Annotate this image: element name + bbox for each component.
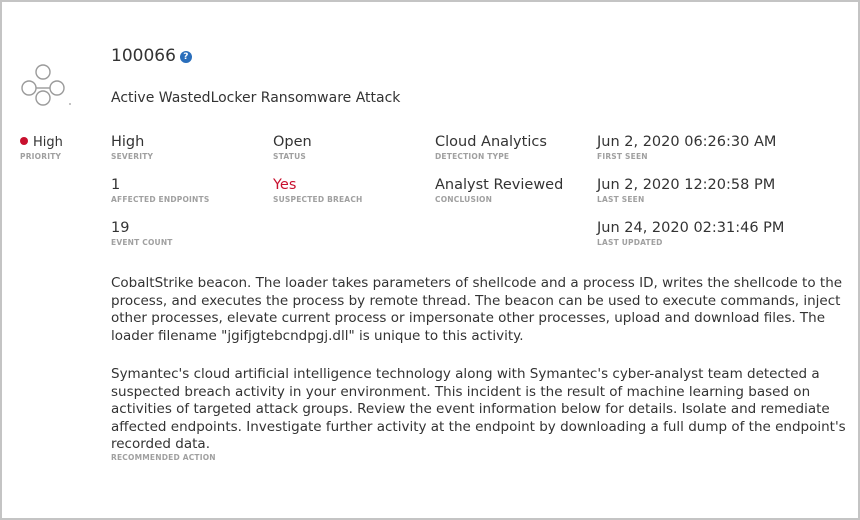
severity-field: [111, 133, 153, 161]
last-seen-field: [597, 176, 775, 204]
status-label: STATUS: [273, 152, 306, 161]
incident-description: CobaltStrike beacon. The loader takes parameters of shellcode and a process ID, writes the shellcode to the process, and executes the process by remote thread. The beacon can be used to execute commands, inject other processes, elevate current process or impersonate other processes, upload and download files. The loader filename "jgifjgtebcndpgj.dll" is unique to this activity.: [111, 275, 843, 344]
status-value: Open: [273, 134, 312, 150]
conclusion-value: Analyst Reviewed: [435, 177, 564, 193]
last-updated-field: [597, 219, 784, 247]
last-updated-label: LAST UPDATED: [597, 238, 663, 247]
help-icon[interactable]: ?: [180, 51, 192, 63]
detection-type-label: DETECTION TYPE: [435, 152, 510, 161]
event-count-value: 19: [111, 220, 130, 236]
event-count-label: EVENT COUNT: [111, 238, 173, 247]
priority-indicator-dot: [20, 137, 28, 145]
first-seen-value: Jun 2, 2020 06:26:30 AM: [597, 134, 777, 150]
suspected-breach-field: [273, 176, 363, 204]
affected-endpoints-value: 1: [111, 177, 121, 193]
incident-title: Active WastedLocker Ransomware Attack: [111, 90, 401, 106]
incident-network-icon: [18, 62, 74, 108]
affected-endpoints-label: AFFECTED ENDPOINTS: [111, 195, 210, 204]
severity-value: High: [111, 134, 145, 150]
detection-type-value: Cloud Analytics: [435, 134, 547, 150]
last-seen-label: LAST SEEN: [597, 195, 645, 204]
conclusion-field: [435, 176, 563, 204]
suspected-breach-value: Yes: [273, 177, 297, 193]
incident-id-text: 100066: [111, 46, 176, 66]
detection-type-field: [435, 133, 547, 161]
incident-id: [111, 46, 192, 66]
suspected-breach-label: SUSPECTED BREACH: [273, 195, 363, 204]
recommended-action-text: Symantec's cloud artificial intelligence technology along with Symantec's cyber-analyst team detected a suspected breach activity in your environment. This incident is the result of machine learning based on activities of targeted attack groups. Review the event information below for details. Isolate and remediate affected endpoints. Investigate further activity at the endpoint by downloading a full dump of the endpoint's recorded data.: [111, 366, 846, 452]
status-field: [273, 133, 312, 161]
last-seen-value: Jun 2, 2020 12:20:58 PM: [597, 177, 776, 193]
first-seen-field: [597, 133, 776, 161]
priority-block: [20, 131, 80, 161]
last-updated-value: Jun 24, 2020 02:31:46 PM: [597, 220, 785, 236]
event-count-field: [111, 219, 173, 247]
recommended-action-label: RECOMMENDED ACTION: [111, 453, 216, 462]
conclusion-label: CONCLUSION: [435, 195, 493, 204]
priority-label: PRIORITY: [20, 152, 62, 161]
severity-label: SEVERITY: [111, 152, 154, 161]
first-seen-label: FIRST SEEN: [597, 152, 648, 161]
affected-endpoints-field: [111, 176, 209, 204]
priority-value: High: [33, 135, 63, 150]
